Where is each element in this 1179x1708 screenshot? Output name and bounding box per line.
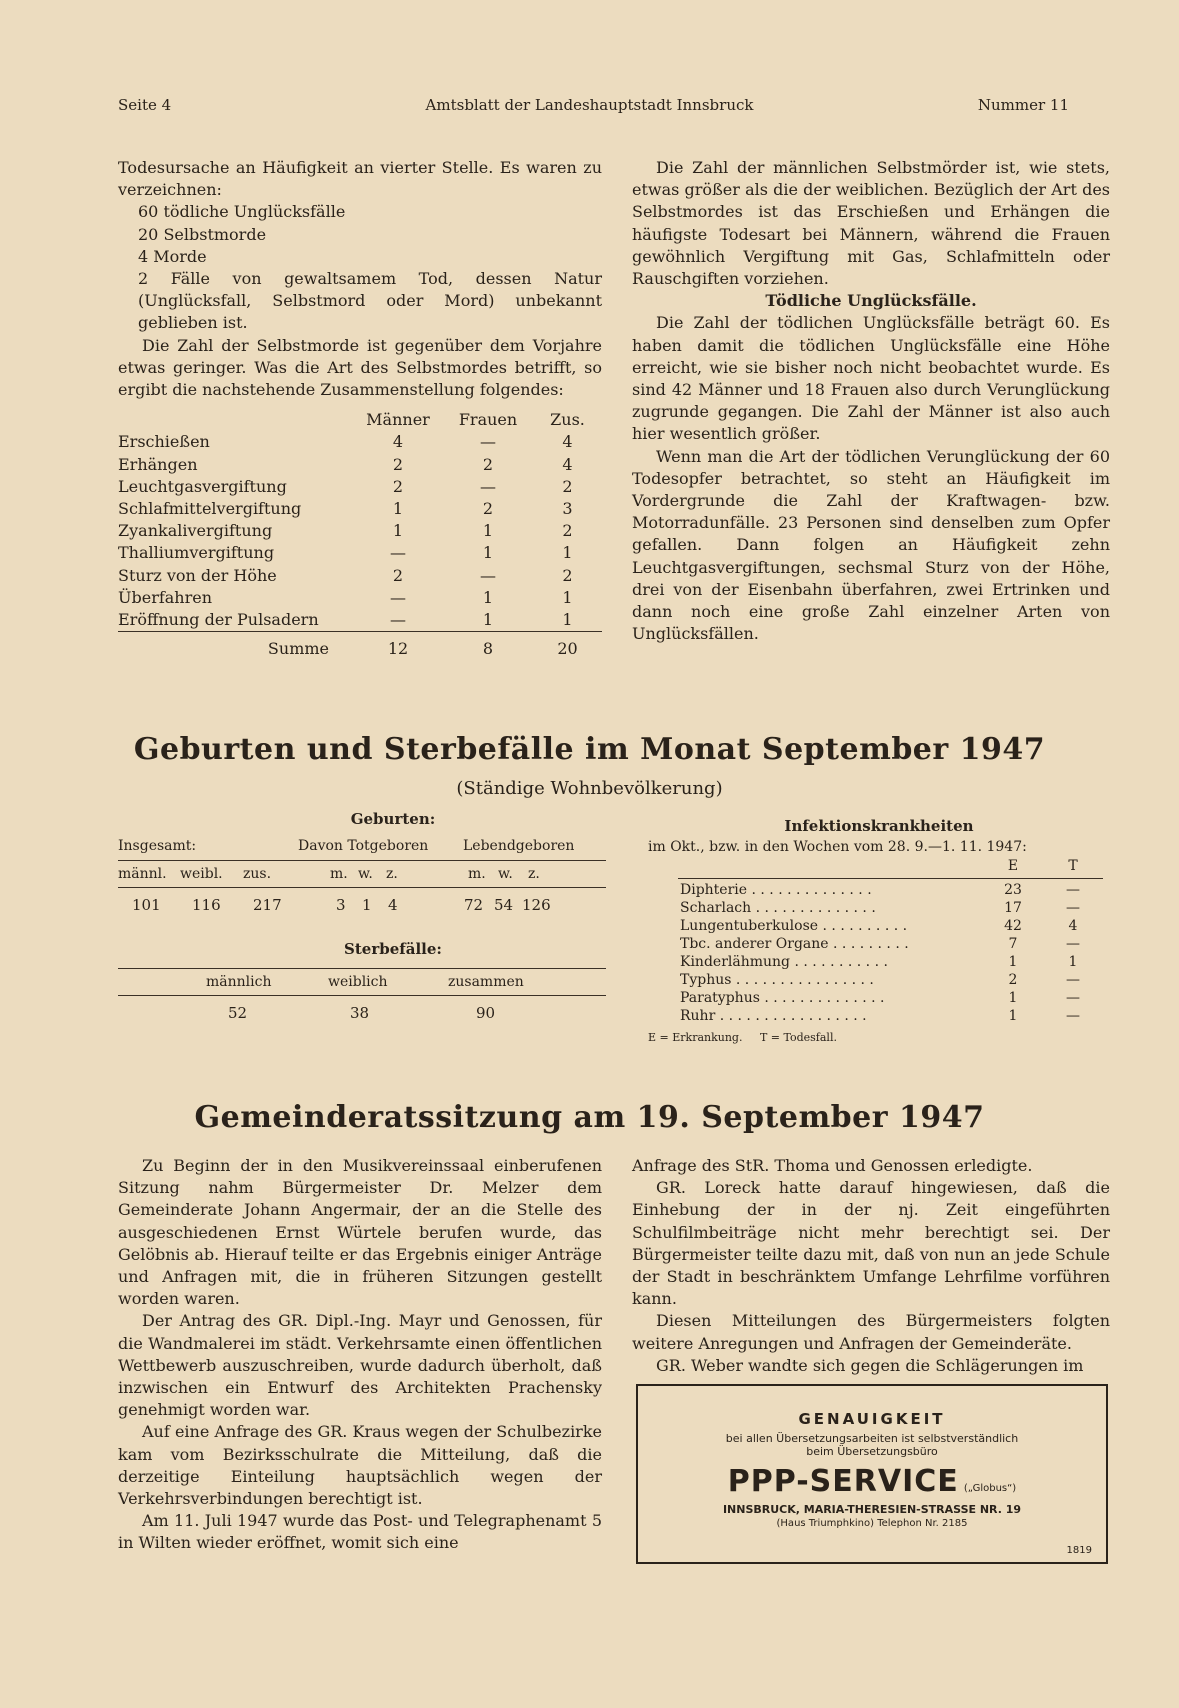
- row-label: Leuchtgasvergiftung: [118, 476, 287, 496]
- cell: —: [390, 610, 406, 630]
- row-label: Paratyphus: [680, 990, 760, 1006]
- column-header: z.: [528, 866, 540, 882]
- infektion-legend: E = Erkrankung. T = Todesfall.: [648, 1031, 837, 1044]
- cell: —: [1066, 882, 1080, 898]
- intro-text: Todesursache an Häufigkeit an vierter Stelle. Es waren zu verzeichnen:: [118, 158, 602, 200]
- column-header: männlich: [206, 974, 272, 990]
- cell: 4: [562, 432, 573, 452]
- paragraph: GR. Loreck hatte darauf hingewiesen, daß die Einhebung der in der nj. Zeit eingeführten Schulfilmbeiträge nicht mehr berechtigt sei. Der Bürgermeister teilte dazu mit, daß von nun an jede Schule der Stadt in beschränktem Umfange Lehrfilme vorführen kann.: [632, 1178, 1110, 1309]
- sum-cell: 8: [443, 632, 533, 661]
- cell: 17: [1004, 900, 1022, 916]
- section-title: Gemeinderatssitzung am 19. September 1947: [194, 1100, 985, 1135]
- cell: 2: [562, 521, 573, 541]
- sterbe-heading: Sterbefälle:: [344, 940, 442, 958]
- column-header: Zus.: [550, 410, 585, 430]
- cell: 4: [562, 454, 573, 474]
- row-label: Ruhr: [680, 1008, 716, 1024]
- column-header: m.: [468, 866, 486, 882]
- cell: —: [1066, 900, 1080, 916]
- cell: —: [480, 432, 496, 452]
- paragraph: Die Zahl der tödlichen Unglücksfälle beträgt 60. Es haben damit die tödlichen Unglücksfälle eine Höhe erreicht, wie sie bisher noch nicht beobachtet wurde. Es sind 42 Männer und 18 Frauen also durch Verunglückung zugrunde gegangen. Die Zahl der Männer ist also auch hier wesentlich größer.: [632, 313, 1110, 444]
- row-label: Diphterie: [680, 882, 748, 898]
- subheading: Tödliche Unglücksfälle.: [765, 291, 977, 311]
- sum-row: [118, 632, 602, 661]
- paragraph: Zu Beginn der in den Musikvereinssaal einberufenen Sitzung nahm Bürgermeister Dr. Melzer dem Gemeinderate Johann Angermair, der an die Stelle des ausgeschiedenen Ernst Würtele berufen wurde, das Gelöbnis ab. Hierauf teilte er das Ergebnis einiger Anträge und Anfragen mit, die in früheren Sitzungen gestellt worden waren.: [118, 1156, 602, 1309]
- column-header: weibl.: [180, 866, 223, 882]
- lebendgeboren-label: Lebendgeboren: [463, 838, 575, 854]
- cell: 1: [562, 543, 573, 563]
- cell: —: [390, 587, 406, 607]
- cell: —: [480, 476, 496, 496]
- table-row: Typhus . . . . . . . . . . . . . . . . 2 —: [648, 971, 1103, 989]
- sum-label: Summe: [118, 632, 353, 661]
- table-row: [118, 454, 602, 476]
- paragraph: Die Zahl der männlichen Selbstmörder ist, wie stets, etwas größer als die der weiblichen. Bezüglich der Art des Selbstmordes ist das Erschießen und Erhängen die häufigste Todesart bei Männern, während die Frauen gewöhnlich Vergiftung mit Gas, Schlafmitteln oder Rauschgiften vorziehen.: [632, 158, 1110, 289]
- column-header: weiblich: [328, 974, 388, 990]
- cell: 4: [392, 432, 404, 452]
- table-row: Tbc. anderer Organe . . . . . . . . . 7 —: [648, 935, 1103, 953]
- cell: —: [390, 543, 406, 563]
- cell: 3: [562, 499, 573, 519]
- cell: 2: [482, 499, 494, 519]
- paragraph: Der Antrag des GR. Dipl.-Ing. Mayr und Genossen, für die Wandmalerei im städt. Verkehrsamte einen öffentlichen Wettbewerb auszuschreiben, wurde dadurch überholt, daß inzwischen ein Entwurf des Architekten Prachensky genehmigt worden war.: [118, 1311, 602, 1420]
- column-header: E: [1007, 858, 1019, 874]
- ad-text: bei allen Übersetzungsarbeiten ist selbstverständlich: [725, 1432, 1019, 1445]
- table-row: [118, 609, 602, 632]
- table-row: [118, 520, 602, 542]
- section2-left-column: [118, 1155, 602, 1555]
- table-row: Lungentuberkulose . . . . . . . . . . 42 4: [648, 917, 1103, 935]
- column-header: männl.: [118, 866, 167, 882]
- cell: 1: [392, 521, 404, 541]
- cell: 2: [482, 454, 494, 474]
- paragraph: Diesen Mitteilungen des Bürgermeisters folgten weitere Anregungen und Anfragen der Gemeinderäte.: [632, 1311, 1110, 1353]
- cell: 1: [362, 896, 372, 914]
- ad-brand: PPP-SERVICE: [727, 1464, 959, 1499]
- cell: 1: [562, 610, 573, 630]
- geburten-values: [118, 888, 608, 918]
- cell: 1: [392, 499, 404, 519]
- top-left-column: [118, 157, 602, 660]
- top-right-column: [632, 157, 1110, 645]
- cell: —: [1066, 936, 1080, 952]
- cell: —: [1066, 990, 1080, 1006]
- cell: 72: [464, 896, 484, 914]
- totgeboren-label: Davon Totgeboren: [298, 838, 429, 854]
- row-label: Thalliumvergiftung: [118, 543, 275, 563]
- column-header: Männer: [366, 410, 430, 430]
- column-header: Frauen: [458, 410, 518, 430]
- ad-address: INNSBRUCK, MARIA-THERESIEN-STRASSE NR. 19: [722, 1503, 1022, 1516]
- list-item: 60 tödliche Unglücksfälle: [138, 202, 346, 222]
- cell: 7: [1008, 936, 1018, 952]
- paragraph: Wenn man die Art der tödlichen Verunglückung der 60 Todesopfer betrachtet, so steht an Häufigkeit im Vordergrunde die Zahl der Kraftwagen- bzw. Motorradunfälle. 23 Personen sind denselben zum Opfer gefallen. Dann folgen an Häufigkeit zehn Leuchtgasvergiftungen, sechsmal Sturz von der Höhe, drei von der Eisenbahn überfahren, zwei Ertrinken und dann noch eine große Zahl einzelner Arten von Unglücksfällen.: [632, 446, 1110, 644]
- sum-cell: 20: [533, 632, 602, 661]
- cell: 1: [1008, 954, 1018, 970]
- infektion-heading: Infektionskrankheiten: [784, 817, 974, 835]
- column-header: w.: [498, 866, 513, 882]
- cell: —: [480, 565, 496, 585]
- table-row: Paratyphus . . . . . . . . . . . . . . 1 —: [648, 989, 1103, 1007]
- sterbe-values: [118, 996, 608, 1024]
- cell: 126: [522, 896, 551, 914]
- publication-title: Amtsblatt der Landeshauptstadt Innsbruck: [425, 96, 754, 114]
- ad-text: beim Übersetzungsbüro: [806, 1445, 938, 1458]
- advertisement-box: [636, 1384, 1108, 1564]
- cell: 1: [1068, 954, 1078, 970]
- sterbe-col-headers: [118, 969, 608, 995]
- table-row: Scharlach . . . . . . . . . . . . . . 17 —: [648, 899, 1103, 917]
- cell: 3: [336, 896, 346, 914]
- sum-cell: 12: [353, 632, 443, 661]
- cell: 54: [494, 896, 514, 914]
- infektion-block: [648, 817, 1110, 1044]
- cell: 52: [228, 1004, 248, 1022]
- list-item: 2 Fälle von gewaltsamem Tod, dessen Natur (Unglücksfall, Selbstmord oder Mord) unbekannt geblieben ist.: [138, 269, 602, 333]
- row-label: Schlafmittelvergiftung: [118, 499, 302, 519]
- column-header: z.: [386, 866, 398, 882]
- cell: 1: [482, 587, 494, 607]
- cell: —: [1066, 1008, 1080, 1024]
- table-row: Ruhr . . . . . . . . . . . . . . . . . 1 —: [648, 1007, 1103, 1025]
- table-row: [118, 542, 602, 564]
- divider: [678, 878, 1103, 879]
- geburten-block: [118, 810, 608, 1024]
- list-item: 4 Morde: [138, 246, 207, 266]
- section-title: Geburten und Sterbefälle im Monat September 1947: [133, 732, 1046, 767]
- cell: 2: [392, 565, 404, 585]
- cell: —: [1066, 972, 1080, 988]
- paragraph: GR. Weber wandte sich gegen die Schlägerungen im: [656, 1355, 1084, 1375]
- section-subtitle: (Ständige Wohnbevölkerung): [456, 778, 723, 799]
- cell: 1: [562, 587, 573, 607]
- table-row: Diphterie . . . . . . . . . . . . . . 23 —: [648, 881, 1103, 899]
- row-label: Sturz von der Höhe: [118, 565, 277, 585]
- insgesamt-label: Insgesamt:: [118, 838, 197, 854]
- cell: 38: [350, 1004, 370, 1022]
- table-row: [118, 587, 602, 609]
- cell: 1: [482, 610, 494, 630]
- page-number: Seite 4: [118, 96, 172, 114]
- cell: 90: [476, 1004, 496, 1022]
- geburten-heading: Geburten:: [350, 810, 436, 828]
- paragraph: Am 11. Juli 1947 wurde das Post- und Telegraphenamt 5 in Wilten wieder eröffnet, womit sich eine: [118, 1511, 602, 1553]
- table-row: [118, 431, 602, 453]
- table-header-row: [118, 409, 602, 431]
- row-label: Erhängen: [118, 454, 198, 474]
- cell: 1: [482, 521, 494, 541]
- row-label: Erschießen: [118, 432, 210, 452]
- paragraph: Anfrage des StR. Thoma und Genossen erledigte.: [632, 1156, 1033, 1175]
- geburten-col-headers: [118, 861, 608, 887]
- list-item: 20 Selbstmorde: [138, 224, 267, 244]
- suicide-table: [118, 409, 602, 660]
- column-header: zusammen: [448, 974, 524, 990]
- cell: 1: [482, 543, 494, 563]
- column-header: zus.: [243, 866, 272, 882]
- row-label: Eröffnung der Pulsadern: [118, 610, 319, 630]
- infektion-period: im Okt., bzw. in den Wochen vom 28. 9.—1. 11. 1947:: [648, 839, 1027, 855]
- geburten-header-row: [118, 834, 608, 860]
- cell: 2: [1008, 972, 1018, 988]
- column-header: m.: [330, 866, 348, 882]
- table-row: [118, 498, 602, 520]
- cell: 23: [1004, 882, 1022, 898]
- infektion-table: [648, 857, 1103, 1025]
- cell: 101: [132, 896, 161, 914]
- column-header: T: [1068, 858, 1078, 874]
- row-label: Tbc. anderer Organe: [680, 936, 829, 952]
- cell: 1: [1008, 1008, 1018, 1024]
- row-label: Zyankalivergiftung: [118, 521, 273, 541]
- cell: 2: [562, 476, 573, 496]
- paragraph: Die Zahl der Selbstmorde ist gegenüber dem Vorjahre etwas geringer. Was die Art des Selbstmordes betrifft, so ergibt die nachstehende Zusammenstellung folgendes:: [118, 335, 602, 400]
- row-label: Lungentuberkulose: [680, 918, 819, 934]
- ad-address-note: (Haus Triumphkino) Telephon Nr. 2185: [776, 1518, 968, 1529]
- row-label: Typhus: [680, 972, 732, 988]
- cell: 2: [392, 476, 404, 496]
- cell: 1: [1008, 990, 1018, 1006]
- issue-number: Nummer 11: [977, 96, 1069, 114]
- column-header: w.: [358, 866, 373, 882]
- cell: 116: [192, 896, 221, 914]
- cell: 217: [253, 896, 282, 914]
- section2-right-column: [632, 1155, 1110, 1377]
- table-row: [118, 476, 602, 498]
- ad-brand-note: („Globus“): [963, 1483, 1017, 1494]
- row-label: Scharlach: [680, 900, 752, 916]
- row-label: Kinderlähmung: [680, 954, 791, 970]
- cell: 4: [388, 896, 398, 914]
- ad-headline: GENAUIGKEIT: [798, 1410, 946, 1428]
- table-header-row: [648, 857, 1103, 875]
- table-row: Kinderlähmung . . . . . . . . . . . 1 1: [648, 953, 1103, 971]
- paragraph: Auf eine Anfrage des GR. Kraus wegen der Schulbezirke kam vom Bezirksschulrate die Mitteilung, daß die derzeitige Einteilung hauptsächlich wegen der Verkehrsverbindungen berechtigt ist.: [118, 1422, 602, 1509]
- cell: 2: [562, 565, 573, 585]
- cell: 2: [392, 454, 404, 474]
- ad-code: 1819: [1066, 1545, 1092, 1556]
- cell: 4: [1068, 918, 1078, 934]
- row-label: Überfahren: [118, 587, 213, 607]
- table-row: [118, 565, 602, 587]
- cell: 42: [1004, 918, 1022, 934]
